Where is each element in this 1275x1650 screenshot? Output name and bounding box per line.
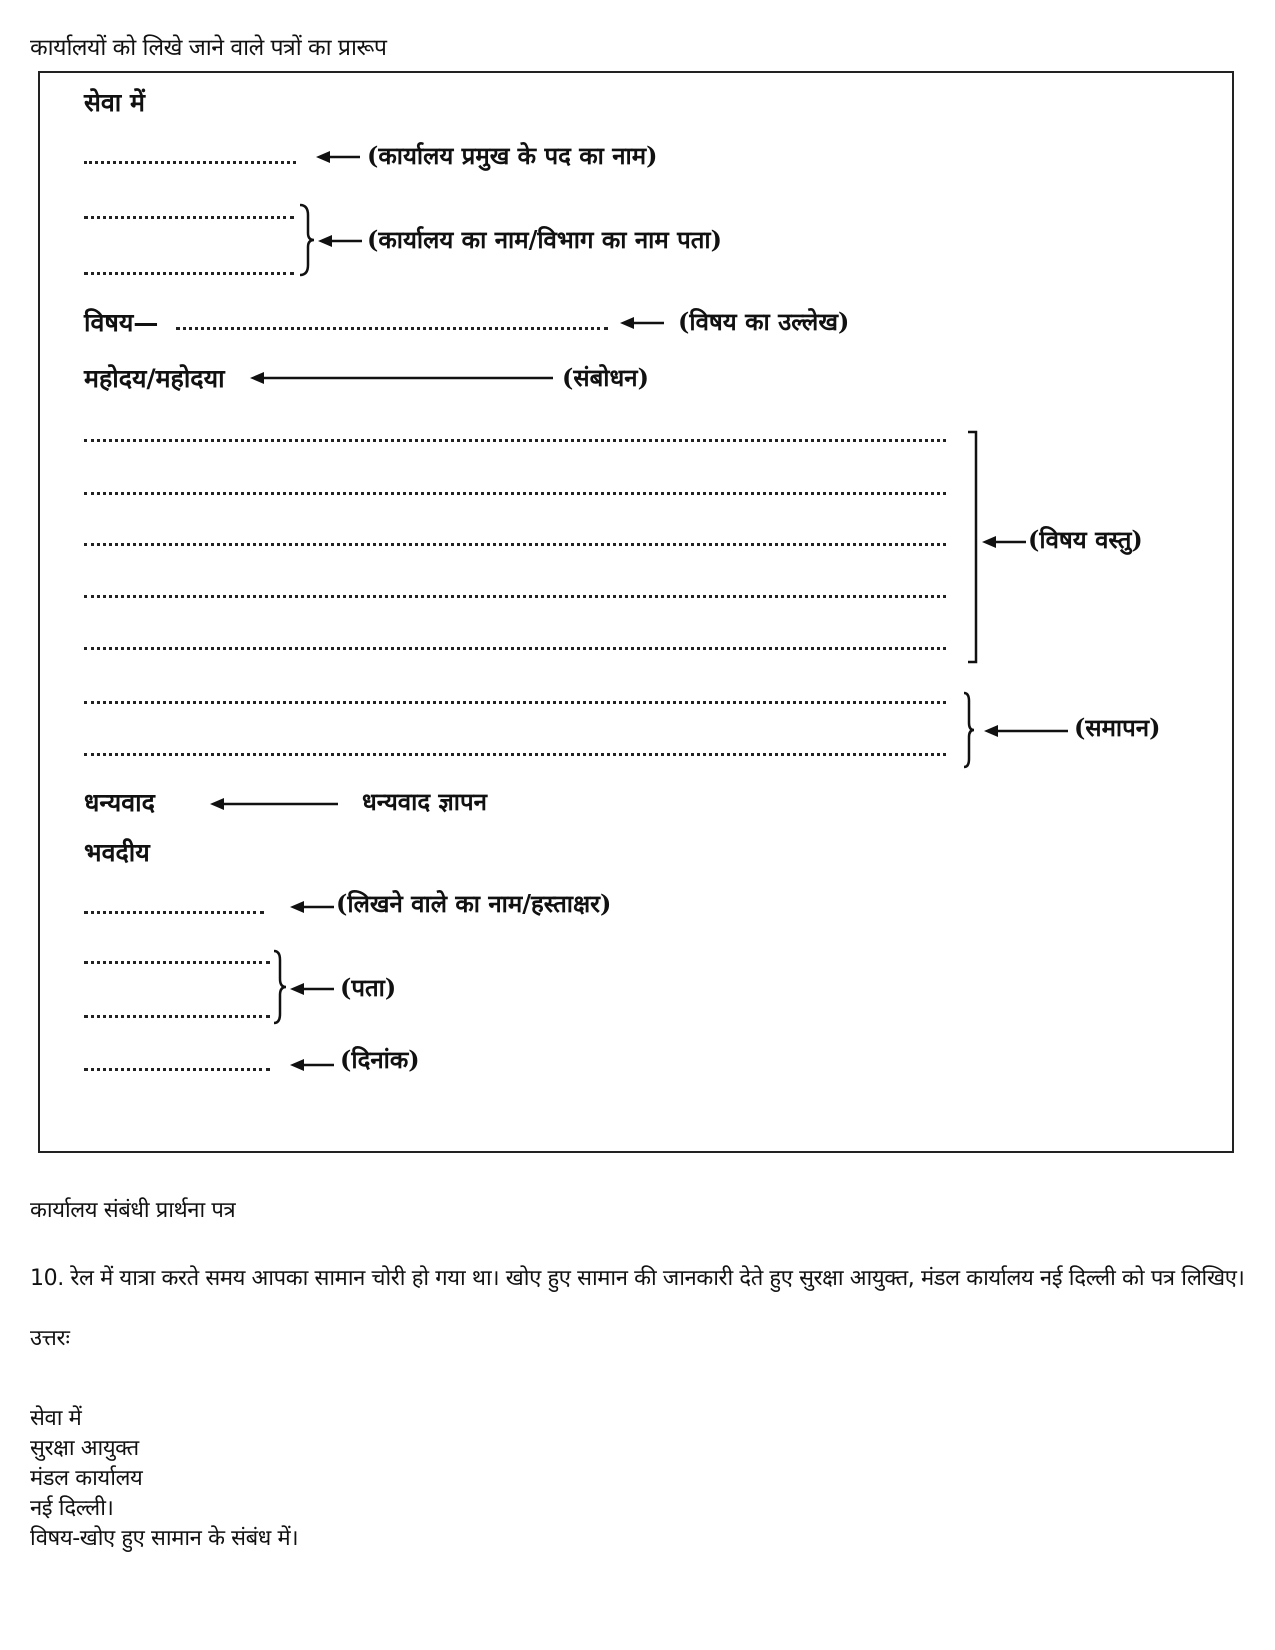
office-address-dots-1: [84, 216, 294, 219]
sender-dots: [84, 911, 264, 914]
format-subject-key: विषय—: [84, 308, 159, 337]
format-salutation: महोदय/महोदया: [84, 364, 225, 393]
answer-label: उत्तरः: [30, 1326, 70, 1351]
address-dots-1: [84, 961, 270, 964]
letter-body: [30, 1404, 298, 1554]
salutation-arrow-icon: [250, 370, 555, 386]
format-yours: भवदीय: [84, 838, 150, 867]
office-address-brace-icon: [298, 203, 316, 277]
salutation-label: (संबोधन): [562, 363, 649, 392]
subject-dots: [176, 327, 608, 330]
sender-label: (लिखने वाले का नाम/हस्ताक्षर): [336, 889, 612, 918]
closing-brace-icon: [962, 691, 976, 769]
closing-dots-1: [84, 701, 946, 704]
letter-greeting: सेवा में: [30, 1406, 82, 1431]
address-brace-icon: [272, 949, 288, 1025]
office-head-dots: [84, 161, 296, 164]
address-label: (पता): [340, 973, 397, 1002]
format-greeting: सेवा में: [84, 88, 145, 117]
letter-line-1: सुरक्षा आयुक्त: [30, 1436, 139, 1461]
letter-subject: विषय-खोए हुए सामान के संबंध में।: [30, 1526, 299, 1551]
closing-dots-2: [84, 753, 946, 756]
date-arrow-icon: [290, 1057, 336, 1073]
letter-line-3: नई दिल्ली।: [30, 1496, 114, 1521]
thanks-label: धन्यवाद ज्ञापन: [362, 787, 487, 816]
subject-arrow-icon: [620, 315, 666, 331]
letter-line-2: मंडल कार्यालय: [30, 1466, 143, 1491]
closing-label: (समापन): [1074, 713, 1161, 742]
body-arrow-icon: [982, 534, 1028, 550]
page-heading: कार्यालयों को लिखे जाने वाले पत्रों का प्रारूप: [30, 35, 387, 61]
office-head-label: (कार्यालय प्रमुख के पद का नाम): [367, 141, 658, 170]
thanks-arrow-icon: [210, 796, 340, 812]
sender-arrow-icon: [290, 899, 336, 915]
body-dots-2: [84, 492, 946, 495]
question-text: 10. रेल में यात्रा करते समय आपका सामान चोरी हो गया था। खोए हुए सामान की जानकारी देते हुए सुरक्षा आयुक्त, मंडल कार्यालय नई दिल्ली को पत्र लिखिए।: [30, 1266, 1245, 1291]
address-arrow-icon: [290, 981, 336, 997]
section-title: कार्यालय संबंधी प्रार्थना पत्र: [30, 1198, 236, 1223]
body-dots-4: [84, 595, 946, 598]
body-dots-5: [84, 647, 946, 650]
office-head-arrow-icon: [316, 149, 362, 165]
body-bracket-icon: [966, 430, 980, 666]
address-dots-2: [84, 1015, 270, 1018]
date-label: (दिनांक): [340, 1045, 420, 1074]
body-dots-1: [84, 439, 946, 442]
format-thanks: धन्यवाद: [84, 788, 155, 817]
closing-arrow-icon: [984, 723, 1070, 739]
subject-label: (विषय का उल्लेख): [678, 307, 850, 336]
body-label: (विषय वस्तु): [1028, 525, 1143, 554]
office-address-arrow-icon: [318, 233, 364, 249]
office-address-dots-2: [84, 272, 294, 275]
body-dots-3: [84, 543, 946, 546]
date-dots: [84, 1068, 270, 1071]
letter-format-box: [38, 71, 1234, 1153]
office-address-label: (कार्यालय का नाम/विभाग का नाम पता): [367, 225, 722, 254]
